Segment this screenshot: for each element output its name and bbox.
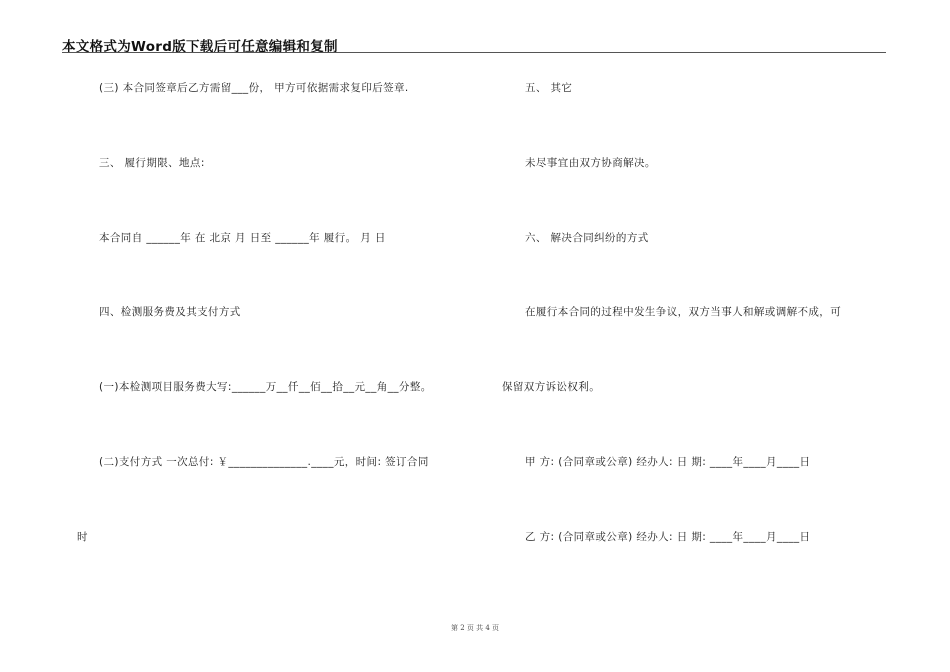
section-4-heading: 四、检测服务费及其支付方式 [99, 306, 241, 318]
party-b-signature-line: 乙 方: (合同章或公章) 经办人: 日 期: ____年____月____日 [525, 531, 811, 543]
section-3-heading: 三、 履行期限、地点: [99, 157, 205, 169]
section-6-heading: 六、 解决合同纠纷的方式 [525, 232, 649, 244]
dispute-resolution-continued: 保留双方诉讼权利。 [502, 381, 601, 393]
page-number: 第 2 页 共 4 页 [450, 624, 500, 632]
document-header-title: 本文格式为Word版下载后可任意编辑和复制 [62, 39, 338, 55]
section-5-heading: 五、 其它 [525, 82, 573, 94]
party-a-signature-line: 甲 方: (合同章或公章) 经办人: 日 期: ____年____月____日 [525, 456, 811, 468]
service-fee-amount-text: (一)本检测项目服务费大写:______万__仟__佰__拾__元__角__分整。 [99, 381, 432, 393]
header-divider [62, 52, 886, 53]
payment-method-continued: 时 [77, 531, 88, 543]
payment-method-text: (二)支付方式 一次总付: ￥______________.____元，时间: 签订合同 [99, 456, 429, 468]
clause-3-copies: (三) 本合同签章后乙方需留___份， 甲方可依据需求复印后签章. [99, 82, 409, 94]
other-matters-text: 未尽事宜由双方协商解决。 [525, 157, 656, 169]
performance-period-text: 本合同自 ______年 在 北京 月 日至 ______年 履行。 月 日 [99, 232, 386, 244]
dispute-resolution-text: 在履行本合同的过程中发生争议，双方当事人和解或调解不成，可 [525, 306, 842, 318]
